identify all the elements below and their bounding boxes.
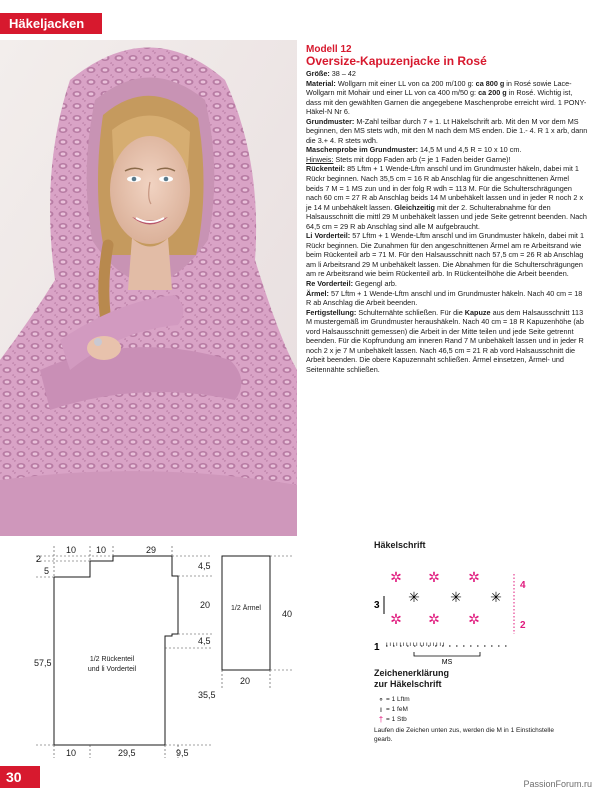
row-label-4: 4 (520, 580, 526, 591)
instruction-note: Hinweis: Stets mit dopp Faden arb (= je 1 Faden beider Garne)! (306, 154, 511, 164)
svg-text:✳: ✳ (450, 590, 462, 606)
body-label-line1: 1/2 Rückenteil (89, 656, 135, 663)
dim-right-4-5b: 4,5 (198, 636, 211, 646)
dim-sleeve-20: 20 (240, 676, 251, 686)
dim-left-5: 5 (44, 566, 50, 576)
model-title: Oversize-Kapuzenjacke in Rosé (306, 54, 487, 68)
legend-title-line1: Zeichenerklärung (374, 668, 450, 678)
svg-text:✲: ✲ (468, 612, 480, 628)
garment-schematic (30, 540, 320, 762)
svg-text:✳: ✳ (408, 590, 420, 606)
dim-bottom-29-5: 29,5 (118, 748, 136, 758)
instruction-left-front: Li Vorderteil: 57 Lftm + 1 Wende-Lftm anschl und im Grundmuster häkeln, dabei mit 1 Rückr beginnen. Die Zunahmen für den angeschnittenen Ärmel am re Arbeitsrand wie beim Rückenteil arb = 71 M. Für den Halsausschnitt nach 57,5 cm = 26 R ab Anschlag am li Arbeitsrand 29 M unbehäkelt lassen. Die Abnahmen für die Schulterschrägungen am re Arbeitsrand wie beim Rückenteil arb. In Rückenteilhöhe die Arbeit beenden. (306, 231, 584, 279)
instruction-finishing: Fertigstellung: Schulternähte schließen. Für die Kapuze aus dem Halsausschnitt 113 M mustergemäß im Grundmuster heraushäkeln. Nach 40 cm = 18 R Kapuzenhöhe (ab vord Halsausschnitt gemessen) die Arbeit in der Mitte teilen und jede Seite getrennt beenden. Für die Kopfrundung am inneren Rand 7 M unbehäkelt lassen und in jeder R noch 2 x je 7 M unbehäkelt lassen. Nach 46,5 cm = 21 R ab vord Halsausschnitt die Arbeit beenden. Die obere Kapuzennaht schließen. Ärmel einsetzen, Ärmel- und Seitennähte schließen. (306, 307, 584, 374)
instruction-gauge: Maschenprobe im Grundmuster: 14,5 M und 4,5 R = 10 x 10 cm. (306, 145, 522, 155)
repeat-label: MS (441, 659, 453, 666)
dim-left-2: 2 (36, 554, 42, 564)
model-label: Modell 12 (306, 44, 352, 55)
svg-text:✲: ✲ (390, 570, 402, 586)
dim-top-29: 29 (146, 545, 157, 555)
legend-item-double-crochet: † = 1 Stb (376, 714, 574, 724)
dim-top-10a: 10 (66, 545, 77, 555)
instruction-right-front: Re Vorderteil: Gegengl arb. (306, 279, 397, 289)
instruction-pattern: Grundmuster: M-Zahl teilbar durch 7 + 1. Lt Häkelschrift arb. Mit den M vor dem MS beginnen, den MS stets wdh, mit den M nach dem MS enden. Die 1.- 4. R 1 x arb, dann die 3.+ 4. R stets wdh. (306, 116, 588, 145)
page-number: 30 (0, 766, 40, 788)
instruction-sleeve: Ärmel: 57 Lftm + 1 Wende-Lftm anschl und im Grundmuster häkeln. Nach 40 cm = 18 R ab Anschlag die Arbeit beenden. (306, 288, 583, 308)
dim-right-35-5: 35,5 (198, 690, 216, 700)
model-photo-illustration (0, 40, 297, 536)
crochet-chart-drawing (374, 556, 574, 666)
dim-right-20: 20 (200, 600, 211, 610)
legend-item-single-crochet: ı = 1 feM (376, 704, 574, 714)
body-label-line2: und li Vorderteil (87, 666, 137, 673)
instruction-material: Material: Wollgarn mit einer LL von ca 200 m/100 g: ca 800 g in Rosé sowie Lace-Wollgarn mit Mohair und einer LL von ca 400 m/50 g: ca 200 g in Rosé. Wichtig ist, dass mit den gewählten Garnen die angegebene Maschenprobe erreicht wird. 1 PONY-Häkel-N Nr 6. (306, 78, 587, 117)
dim-bottom-9-5: 9,5 (176, 748, 189, 758)
chart-legend (374, 668, 574, 744)
svg-text:ı ı ı ı ı ı ı ı ı ı ı ı ı ı ı: ı ı ı ı ı ı ı ı ı ı ı ı ı ı ı ı ı ı (386, 642, 445, 648)
row-label-2: 2 (520, 620, 526, 631)
single-crochet-icon: ı (379, 704, 383, 714)
dim-sleeve-40: 40 (282, 609, 293, 619)
svg-text:✳: ✳ (490, 590, 502, 606)
schematic-drawing (30, 540, 320, 762)
svg-text:✲: ✲ (468, 570, 480, 586)
body-outline (54, 556, 178, 745)
svg-text:✲: ✲ (428, 612, 440, 628)
sleeve-outline (222, 556, 270, 670)
row-label-3: 3 (374, 600, 380, 611)
watermark: PassionForum.ru (523, 779, 592, 789)
legend-item-chain: ∘ = 1 Lftm (376, 694, 574, 704)
crochet-chart (374, 540, 574, 670)
dim-bottom-10: 10 (66, 748, 77, 758)
legend-title-line2: zur Häkelschrift (374, 679, 442, 689)
dim-right-4-5a: 4,5 (198, 561, 211, 571)
chart-title: Häkelschrift (374, 540, 426, 550)
model-photo (0, 40, 297, 536)
instruction-size: Größe: 38 – 42 (306, 69, 356, 78)
instruction-back: Rückenteil: 85 Lftm + 1 Wende-Lftm anschl und im Grundmuster häkeln, dabei mit 1 Rückr beginnen. Nach 35,5 cm = 16 R ab Anschlag für die angeschnittenen Ärmel beids 7 M = 1 MS zun und in der folg R wdh = 113 M. Für die Schulterschrägungen nach 60 cm = 27 R ab Anschlag beids 14 M unbehäkelt lassen und in jeder R noch 2 x je 14 M unbehäkelt lassen. Gleichzeitig mit der 2. Schulterabnahme für den Halsausschnitt die mittl 29 M unbehäkelt lassen und jede Seite getrennt beenden. Nach 64,5 cm = 29 R ab Anschlag sind alle M aufgebraucht. (306, 164, 587, 231)
dim-top-10b: 10 (96, 545, 107, 555)
dim-left-57-5: 57,5 (34, 658, 52, 668)
section-tab: Häkeljacken (0, 13, 102, 34)
sleeve-label: 1/2 Ärmel (231, 605, 261, 612)
double-crochet-icon: † (378, 714, 384, 724)
instructions-column (306, 44, 588, 375)
chain-stitch-icon: ∘ (378, 694, 384, 704)
legend-note: Laufen die Zeichen unten zus, werden die M in 1 Einstichstelle gearb. (374, 727, 554, 743)
svg-text:✲: ✲ (428, 570, 440, 586)
svg-text:✲: ✲ (390, 612, 402, 628)
row-label-1: 1 (374, 642, 380, 653)
